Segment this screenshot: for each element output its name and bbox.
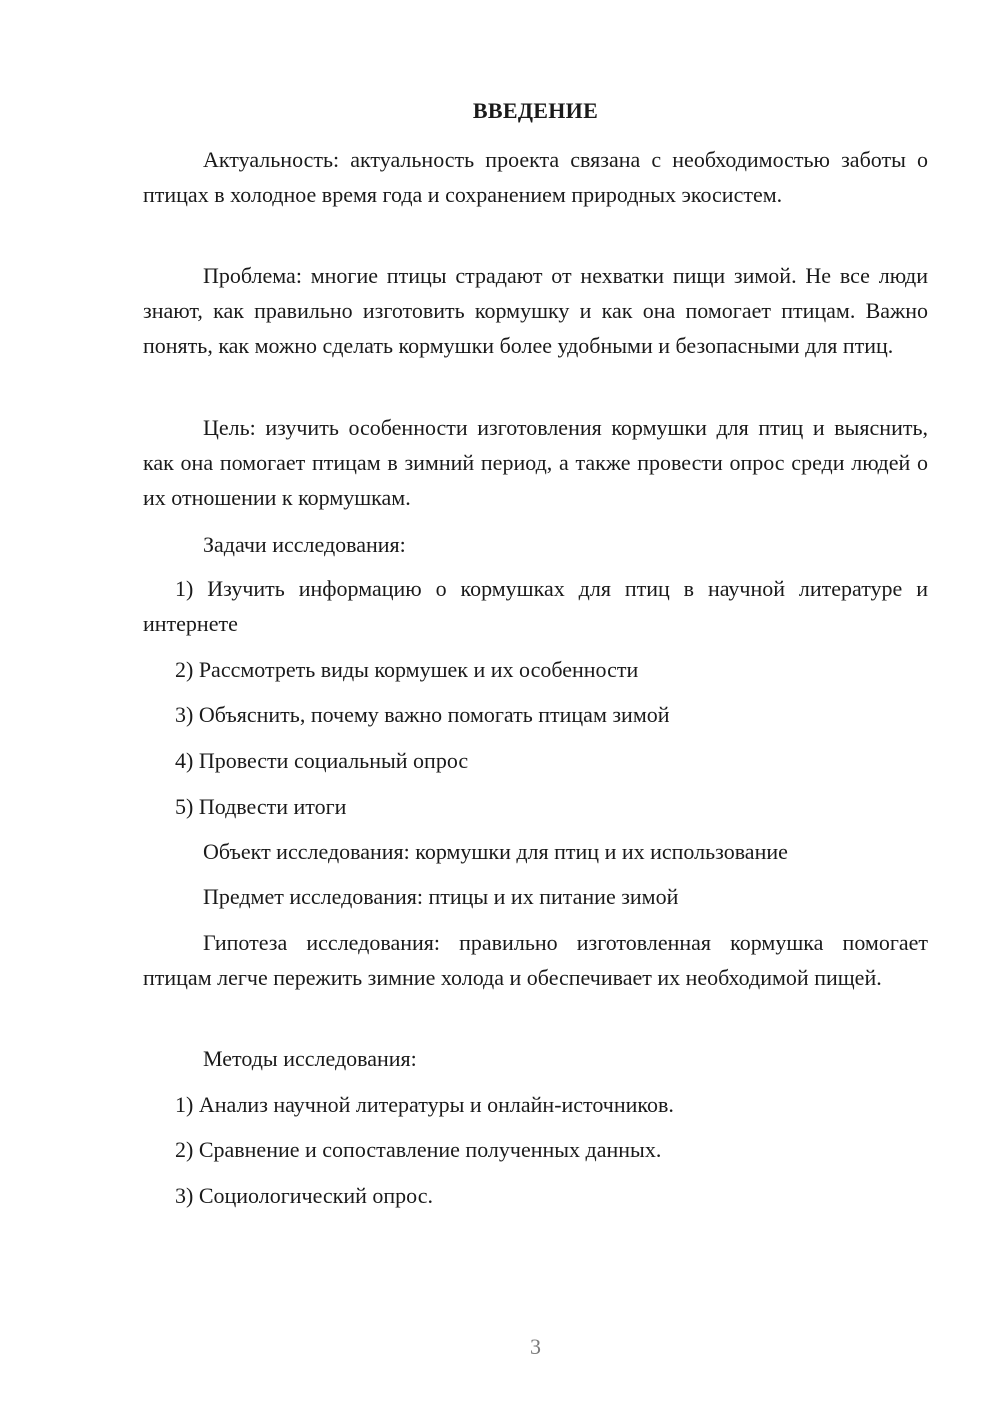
page-number: 3 [530, 1334, 541, 1359]
relevance-paragraph: Актуальность: актуальность проекта связана с необходимостью заботы о птицах в холодное время года и сохранением природных экосистем. [143, 147, 928, 207]
object-paragraph: Объект исследования: кормушки для птиц и их использование [203, 839, 788, 864]
hypothesis-paragraph: Гипотеза исследования: правильно изготовленная кормушка помогает птицам легче пережить зимние холода и обеспечивает их необходимой пищей. [143, 930, 928, 990]
document-page [143, 0, 928, 1414]
methods-heading: Методы исследования: [203, 1046, 417, 1071]
method-item-3: 3) Социологический опрос. [175, 1183, 433, 1208]
problem-paragraph: Проблема: многие птицы страдают от нехватки пищи зимой. Не все люди знают, как правильно изготовить кормушку и как она помогает птицам. Важно понять, как можно сделать кормушки более удобными и безопасными для птиц. [143, 263, 928, 358]
task-item-1: 1) Изучить информацию о кормушках для птиц в научной литературе и интернете [143, 576, 928, 636]
task-item-5: 5) Подвести итоги [175, 794, 347, 819]
tasks-heading: Задачи исследования: [203, 532, 406, 557]
method-item-2: 2) Сравнение и сопоставление полученных данных. [175, 1137, 662, 1162]
task-item-2: 2) Рассмотреть виды кормушек и их особенности [175, 657, 639, 682]
goal-paragraph: Цель: изучить особенности изготовления кормушки для птиц и выяснить, как она помогает птицам в зимний период, а также провести опрос среди людей о их отношении к кормушкам. [143, 415, 928, 510]
subject-paragraph: Предмет исследования: птицы и их питание зимой [203, 884, 679, 909]
task-item-4: 4) Провести социальный опрос [175, 748, 469, 773]
method-item-1: 1) Анализ научной литературы и онлайн-источников. [175, 1092, 674, 1117]
task-item-3: 3) Объяснить, почему важно помогать птицам зимой [175, 702, 670, 727]
page-title: ВВЕДЕНИЕ [472, 98, 599, 123]
